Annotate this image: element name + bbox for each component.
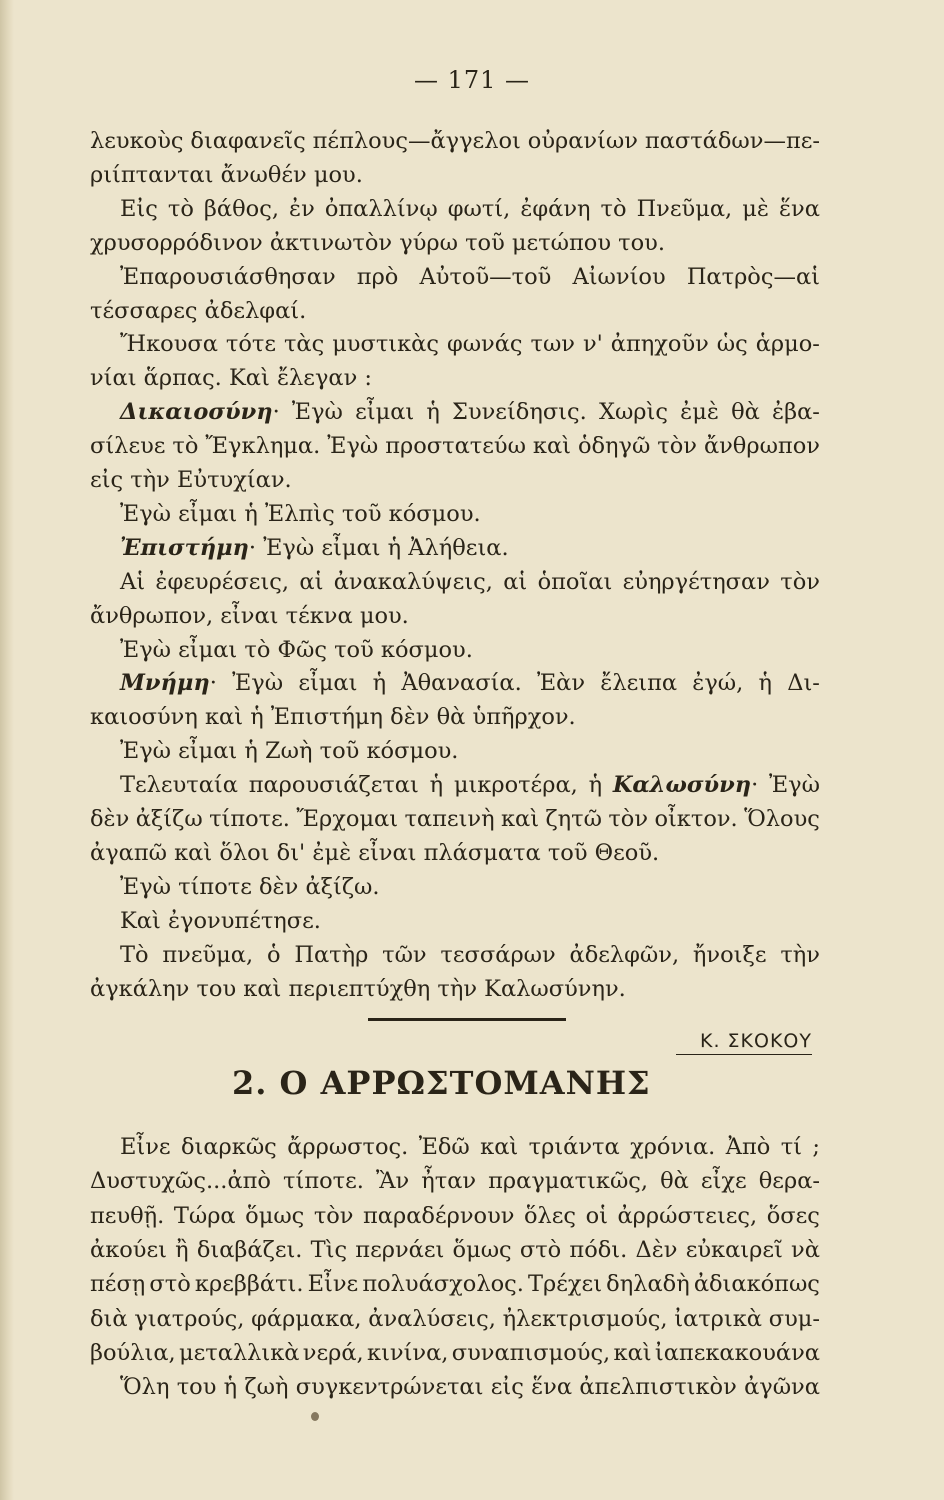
word: ἀγῶνα bbox=[744, 1374, 820, 1401]
punctuation: · bbox=[272, 399, 280, 426]
text-line bbox=[120, 500, 481, 527]
text-line bbox=[90, 367, 372, 390]
author-signature: Κ. ΣΚΟΚΟΥ bbox=[676, 1030, 812, 1055]
word: Αἱ bbox=[120, 568, 146, 595]
word: Ὅλη bbox=[120, 1374, 170, 1401]
word: καὶ bbox=[480, 1134, 519, 1160]
word: ἡ bbox=[588, 772, 603, 799]
word: αἱ bbox=[299, 568, 324, 595]
word: Ἐδῶ bbox=[418, 1134, 470, 1160]
word: ἰαπεκακουάνα bbox=[654, 1339, 820, 1366]
word: ὅλες bbox=[523, 1202, 577, 1229]
word: διὰ bbox=[90, 1305, 128, 1332]
word: βάθος, bbox=[203, 195, 279, 222]
text-line bbox=[120, 672, 820, 695]
text-line bbox=[90, 808, 820, 831]
word: Ὅλους bbox=[744, 806, 820, 832]
word: ἐβα- bbox=[772, 399, 820, 426]
page-edge-shadow bbox=[0, 0, 14, 1500]
word: κρεββάτι. bbox=[194, 1271, 304, 1298]
text-line bbox=[90, 602, 409, 629]
word: ἦταν bbox=[421, 1168, 477, 1195]
word: ὅμως bbox=[245, 1202, 305, 1229]
text-line bbox=[90, 1236, 820, 1263]
word: του bbox=[176, 1374, 217, 1401]
word: Πνεῦμα, bbox=[636, 195, 733, 222]
text-line bbox=[120, 636, 473, 663]
word: Δι- bbox=[787, 670, 820, 697]
word: Ἀπὸ bbox=[725, 1134, 771, 1160]
text-line bbox=[90, 297, 307, 324]
text-line bbox=[120, 941, 820, 968]
word: ἡ bbox=[372, 670, 387, 697]
word: ὁδηγῶ bbox=[577, 433, 651, 460]
word: ἕνα bbox=[778, 195, 820, 222]
word: Εἰς bbox=[120, 195, 158, 222]
text-line bbox=[90, 839, 660, 866]
word: τίποτε. bbox=[209, 806, 290, 832]
text-run: Ἐγὼ τίποτε δὲν ἀξίζω. bbox=[120, 873, 380, 900]
word: τί bbox=[780, 1134, 802, 1160]
word: παραδέρνουν bbox=[363, 1202, 515, 1229]
word: πρὸ bbox=[356, 263, 399, 290]
text-line bbox=[90, 706, 576, 729]
word: πολυάσχολος. bbox=[362, 1271, 524, 1298]
text-run: νίαι ἅρπας. Καὶ ἔλεγαν : bbox=[90, 365, 372, 392]
word: ὅμως bbox=[452, 1236, 512, 1263]
word: τῶν bbox=[382, 941, 427, 968]
text-run: καιοσύνη καὶ ἡ Ἐπιστήμη δὲν θὰ ὑπῆρχον. bbox=[90, 704, 576, 731]
word: Αὐτοῦ—τοῦ bbox=[419, 263, 552, 290]
text-line bbox=[120, 740, 458, 763]
word: ἠλεκτρισμούς, bbox=[502, 1305, 668, 1332]
word: ἕνα bbox=[531, 1374, 573, 1401]
word: Ἐγὼ bbox=[291, 399, 343, 426]
text-line bbox=[120, 774, 820, 797]
word: πέπλους—ἄγγελοι bbox=[312, 128, 521, 154]
word: συγκεντρώνεται bbox=[295, 1374, 484, 1401]
word: Πατρὸς—αἱ bbox=[686, 263, 820, 290]
word: ἡ bbox=[223, 1374, 238, 1401]
punctuation: · bbox=[209, 670, 217, 697]
word: ἡ bbox=[429, 772, 444, 799]
word: τριάντα bbox=[528, 1134, 620, 1160]
text-run: Καὶ ἐγονυπέτησε. bbox=[120, 907, 321, 934]
word: ἐφευρέσεις, bbox=[155, 568, 290, 595]
word: ταπεινὴ bbox=[404, 806, 495, 832]
text-line bbox=[120, 195, 820, 222]
word: Τελευταία bbox=[120, 772, 238, 799]
word: ὁ bbox=[266, 941, 281, 968]
word: εἶμαι bbox=[355, 399, 415, 426]
emphasis-word: Μνήμη bbox=[120, 670, 210, 697]
word: οὐρανίων bbox=[527, 128, 638, 154]
text-line bbox=[120, 263, 820, 290]
word: Εἶνε bbox=[120, 1134, 171, 1160]
word: ἄνθρωπον bbox=[703, 433, 820, 460]
emphasis-word: Δικαιοσύνη bbox=[120, 399, 273, 426]
word: ; bbox=[812, 1134, 820, 1160]
word: Τὶς bbox=[310, 1236, 348, 1263]
word: Ἂν bbox=[375, 1168, 410, 1195]
text-line bbox=[120, 333, 820, 356]
word-group bbox=[120, 672, 217, 695]
word: συναπισμούς, bbox=[451, 1339, 611, 1366]
word: διαφανεῖς bbox=[190, 128, 306, 154]
word: τὸν bbox=[608, 806, 649, 832]
word: ἐγώ, bbox=[692, 670, 744, 697]
word: ἔλειπα bbox=[600, 670, 678, 697]
text-run: ἄνθρωπον, εἶναι τέκνα μου. bbox=[90, 602, 409, 629]
text-run: τέσσαρες ἀδελφαί. bbox=[90, 297, 307, 324]
word: Αἰωνίου bbox=[572, 263, 666, 290]
word: φωτί, bbox=[447, 195, 511, 222]
emphasis-term: Ἐπιστήμη bbox=[120, 534, 249, 561]
word: ἡ bbox=[758, 670, 773, 697]
word: διαβάζει. bbox=[196, 1236, 303, 1263]
word: σίλευε bbox=[90, 433, 166, 460]
text-line bbox=[120, 907, 321, 934]
word: αἱ bbox=[503, 568, 528, 595]
word: ὀπαλλίνῳ bbox=[324, 195, 438, 222]
text-run: χρυσορρόδινον ἀκτινωτὸν γύρω τοῦ μετώπου του. bbox=[90, 229, 665, 256]
word: μικροτέρα, bbox=[453, 772, 578, 799]
word: θὰ bbox=[731, 399, 760, 426]
text-line bbox=[120, 401, 820, 424]
word: ἀδελφῶν, bbox=[569, 941, 680, 968]
text-line bbox=[120, 568, 820, 595]
word: διαρκῶς bbox=[180, 1134, 277, 1160]
word: ὡς bbox=[716, 331, 748, 358]
word: τότε bbox=[225, 331, 276, 358]
text-line bbox=[90, 1273, 820, 1296]
word: μὲ bbox=[742, 195, 769, 222]
text-line bbox=[90, 229, 665, 256]
word: Πατὴρ bbox=[294, 941, 369, 968]
word: τὸν bbox=[780, 568, 820, 595]
word: ἀδιακόπως bbox=[693, 1271, 820, 1298]
word: εὐηργέτησαν bbox=[622, 568, 770, 595]
word: ἐμὲ bbox=[680, 399, 719, 426]
word: στὸ bbox=[519, 1236, 562, 1263]
word: στὸ bbox=[149, 1271, 191, 1298]
word: νὰ bbox=[791, 1236, 820, 1263]
word: Ἐγὼ bbox=[327, 433, 379, 460]
section-divider bbox=[368, 1018, 566, 1021]
word: εἶχε bbox=[700, 1168, 747, 1195]
word: πόδι. bbox=[569, 1236, 628, 1263]
text-run: ριίπτανται ἄνωθέν μου. bbox=[90, 161, 363, 188]
text-run: ἀγαπῶ καὶ ὅλοι δι' ἐμὲ εἶναι πλάσματα τοῦ Θεοῦ. bbox=[90, 839, 660, 866]
word: τὴν bbox=[780, 941, 820, 968]
text-line bbox=[120, 534, 509, 561]
word: δηλαδὴ bbox=[606, 1271, 690, 1298]
word: μεταλλικὰ bbox=[178, 1339, 300, 1366]
word: καὶ bbox=[532, 433, 571, 460]
word: βούλια, bbox=[90, 1339, 176, 1366]
word: εὐκαιρεῖ bbox=[685, 1236, 783, 1263]
section-heading: 2. Ο ΑΡΡΩΣΤΟΜΑΝΗΣ bbox=[232, 1064, 651, 1102]
word: γιατρούς, bbox=[134, 1305, 245, 1332]
word: ἀναλύσεις, bbox=[368, 1305, 496, 1332]
word: τὸ bbox=[172, 433, 199, 460]
word: εἶμαι bbox=[298, 670, 358, 697]
word: οἱ bbox=[585, 1202, 608, 1229]
word: Τρέχει bbox=[528, 1271, 603, 1298]
word: Ἐγὼ bbox=[768, 772, 820, 799]
word-group bbox=[613, 774, 758, 797]
text-line bbox=[120, 1376, 820, 1399]
word: Δυστυχῶς...ἀπὸ bbox=[90, 1168, 271, 1195]
text-line bbox=[90, 1170, 820, 1193]
text-run: · Ἐγὼ εἶμαι ἡ Ἀλήθεια. bbox=[248, 534, 509, 561]
word: ἡ bbox=[426, 399, 440, 426]
word: μυστικὰς bbox=[332, 331, 439, 358]
text-run: εἰς τὴν Εὐτυχίαν. bbox=[90, 467, 292, 493]
word: τὸ bbox=[600, 195, 627, 222]
word: Τώρα bbox=[173, 1202, 236, 1229]
emphasis-word: Καλωσύνη bbox=[612, 772, 752, 799]
text-run: Ἐγὼ εἶμαι ἡ Ζωὴ τοῦ κόσμου. bbox=[120, 738, 459, 765]
word: νερά, bbox=[302, 1339, 364, 1366]
word: τίποτε. bbox=[283, 1168, 364, 1195]
word: χρόνια. bbox=[630, 1134, 716, 1160]
word: συμ- bbox=[768, 1305, 820, 1332]
word: πέσῃ bbox=[90, 1271, 146, 1298]
text-line bbox=[90, 161, 363, 188]
text-line bbox=[90, 1202, 820, 1229]
word: Ἐπαρουσιάσθησαν bbox=[120, 263, 336, 290]
word: οἶκτον. bbox=[654, 806, 738, 832]
text-line bbox=[90, 1339, 820, 1366]
word: ἁρμο- bbox=[755, 331, 820, 358]
word: τὸ bbox=[167, 195, 194, 222]
word: ὅσες bbox=[766, 1202, 820, 1229]
word: τὸν bbox=[657, 433, 697, 460]
word: ἀξίζω bbox=[135, 806, 203, 832]
word: ἀπελπιστικὸν bbox=[579, 1374, 737, 1401]
ink-stain bbox=[311, 1412, 319, 1421]
text-line bbox=[120, 1136, 820, 1159]
word: ἐφάνη bbox=[520, 195, 591, 222]
text-line bbox=[90, 1305, 820, 1332]
word: Ἐγὼ bbox=[232, 670, 284, 697]
word: θερα- bbox=[758, 1168, 820, 1195]
text-run: ἀγκάλην του καὶ περιεπτύχθη τὴν Καλωσύνην. bbox=[90, 975, 626, 1002]
word: προστατεύω bbox=[385, 433, 526, 460]
word: Ἐὰν bbox=[536, 670, 586, 697]
text-line bbox=[90, 130, 820, 153]
text-line bbox=[90, 975, 626, 1002]
word: ὁποῖαι bbox=[537, 568, 613, 595]
word: ἄρρωστος. bbox=[287, 1134, 409, 1160]
word: κινίνα, bbox=[367, 1339, 449, 1366]
word: τὰς bbox=[283, 331, 325, 358]
word: καὶ bbox=[500, 806, 540, 832]
word: Ἔγκλημα. bbox=[205, 433, 321, 460]
word: πευθῇ. bbox=[90, 1202, 165, 1229]
text-run: Ἐγὼ εἶμαι ἡ Ἐλπὶς τοῦ κόσμου. bbox=[120, 500, 481, 527]
word: ἐν bbox=[289, 195, 315, 222]
word: ζητῶ bbox=[545, 806, 602, 832]
word: Συνείδησις. bbox=[452, 399, 587, 426]
word: περνάει bbox=[355, 1236, 445, 1263]
word: παστάδων—πε- bbox=[644, 128, 820, 154]
word: τὸν bbox=[313, 1202, 354, 1229]
text-line bbox=[120, 873, 380, 900]
word: ἀρρώστειες, bbox=[617, 1202, 758, 1229]
word: ἢ bbox=[175, 1236, 189, 1263]
word: πραγματικῶς, bbox=[488, 1168, 649, 1195]
word: Ἤκουσα bbox=[120, 331, 218, 358]
word: Εἶνε bbox=[307, 1271, 359, 1298]
word: ζωὴ bbox=[244, 1374, 289, 1401]
word: ἤνοιξε bbox=[692, 941, 767, 968]
word: των bbox=[530, 331, 575, 358]
word: ἀπηχοῦν bbox=[610, 331, 709, 358]
word: καὶ bbox=[613, 1339, 652, 1366]
word: θὰ bbox=[660, 1168, 689, 1195]
word: ἰατρικὰ bbox=[674, 1305, 762, 1332]
word-group bbox=[120, 401, 280, 424]
text-run: Ἐγὼ εἶμαι τὸ Φῶς τοῦ κόσμου. bbox=[120, 636, 473, 663]
word: ἀκούει bbox=[90, 1236, 167, 1263]
word: ν' bbox=[582, 331, 603, 358]
word: Χωρὶς bbox=[598, 399, 668, 426]
word: Δὲν bbox=[635, 1236, 678, 1263]
text-line bbox=[90, 435, 820, 458]
page-number: — 171 — bbox=[413, 66, 531, 94]
word: τεσσάρων bbox=[440, 941, 556, 968]
word: δὲν bbox=[90, 806, 130, 832]
word: ἀνακαλύψεις, bbox=[333, 568, 493, 595]
word: παρουσιάζεται bbox=[248, 772, 419, 799]
word: φωνάς bbox=[446, 331, 523, 358]
word: Ἀθανασία. bbox=[401, 670, 522, 697]
word: πνεῦμα, bbox=[162, 941, 254, 968]
text-line bbox=[90, 469, 292, 492]
word: Ἔρχομαι bbox=[296, 806, 399, 832]
word: εἰς bbox=[490, 1374, 524, 1401]
punctuation: · bbox=[751, 772, 759, 799]
word: λευκοὺς bbox=[90, 128, 184, 154]
word: φάρμακα, bbox=[251, 1305, 362, 1332]
word: Τὸ bbox=[120, 941, 149, 968]
